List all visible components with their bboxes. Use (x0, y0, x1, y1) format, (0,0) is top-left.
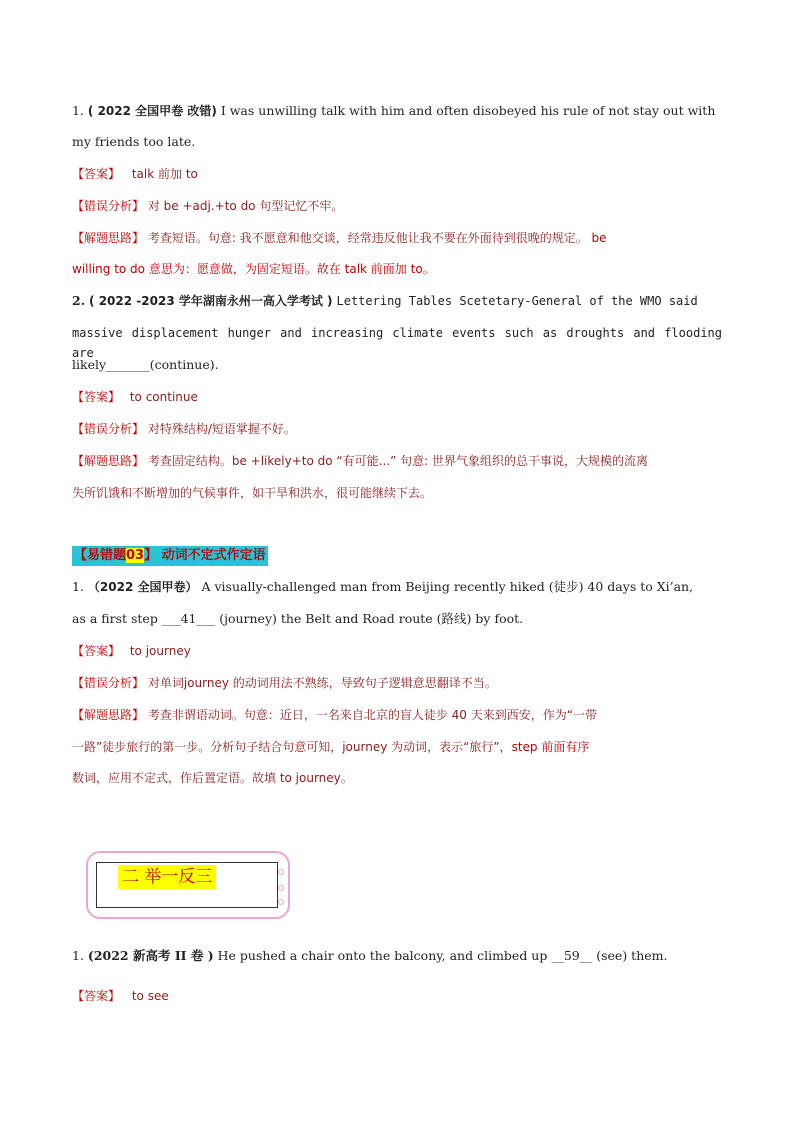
idea-label: 【解题思路】 (72, 454, 145, 468)
answer-label: 【答案】 (72, 644, 121, 658)
q1-idea-line-2 (72, 259, 722, 279)
banner-title: 二 举一反三 (118, 865, 216, 889)
q2-answer-text: to continue (129, 390, 198, 404)
q2-number: 2. (72, 293, 86, 308)
q1-error (72, 196, 722, 216)
decorative-dot-icon (278, 899, 284, 905)
q1-number: 1. (72, 103, 84, 118)
q1-answer-text: talk 前加 to (131, 167, 198, 181)
q3-number: 1. (72, 579, 84, 594)
q3-line-2 (72, 609, 722, 629)
q2-text-3b: (continue). (149, 357, 219, 372)
q3-line-1 (72, 577, 722, 597)
q3-error-text: 对单词journey 的动词用法不熟练，导致句子逻辑意思翻译不当。 (147, 676, 497, 690)
q4-text-b: (see) them. (596, 948, 668, 963)
answer-label: 【答案】 (72, 167, 121, 181)
q3-error (72, 673, 722, 693)
q2-line-2: massive displacement hunger and increasing climate events such as droughts and flooding are (72, 326, 722, 360)
q3-idea-line-3 (72, 768, 722, 788)
q3-text-2a: as a first step (72, 611, 158, 626)
q3-idea-text-2b: step 前面有序 (511, 740, 590, 754)
q2-idea-text-1: 考查固定结构。be +likely+to do “有可能...” 句意: 世界气象组织的总干事说，大规模的流离 (147, 454, 648, 468)
section-header-a: 【易错题 (74, 548, 127, 563)
error-label: 【错误分析】 (72, 422, 145, 436)
q3-idea-text-2a: 一路”徒步旅行的第一步。分析句子结合句意可知，journey 为动词，表示“旅行”， (72, 740, 512, 754)
q2-line-1 (72, 291, 722, 311)
section-header-b: 】 动词不定式作定语 (144, 548, 266, 563)
q2-idea-line-1 (72, 451, 722, 471)
q1-line-2 (72, 132, 722, 152)
q3-idea-text-3: 数词，应用不定式，作后置定语。故填 to journey。 (72, 771, 353, 785)
q3-text-2b: (journey) the Belt and Road route (路线) by foot. (219, 611, 524, 626)
decorative-dot-icon (278, 869, 284, 875)
idea-label: 【解题思路】 (72, 708, 145, 722)
error-label: 【错误分析】 (72, 199, 145, 213)
q1-line-1 (72, 101, 722, 121)
q2-idea-line-2 (72, 483, 722, 503)
q1-answer (72, 164, 722, 184)
q2-source: ( 2022 -2023 学年湖南永州一高入学考试 ) (89, 294, 333, 308)
q2-line-3 (72, 355, 722, 375)
q4-text-a: He pushed a chair onto the balcony, and climbed up (217, 948, 548, 963)
q4-answer-text: to see (131, 989, 169, 1003)
q3-idea-line-2 (72, 737, 722, 757)
answer-label: 【答案】 (72, 390, 121, 404)
section-header-num: 03 (126, 548, 145, 563)
q3-idea-text-1a: 考查非谓语动词。句意：近日，一名来自北京的盲人徒步 40 天来到西安，作为“一带 (147, 708, 597, 722)
q3-source: （2022 全国甲卷） (87, 580, 198, 594)
q2-idea-text-2: 失所饥饿和不断增加的气候事件，如干旱和洪水，很可能继续下去。 (72, 486, 433, 500)
q3-idea-line-1 (72, 705, 722, 725)
decorative-dot-icon (278, 885, 284, 891)
error-label: 【错误分析】 (72, 676, 145, 690)
q4-line-1 (72, 946, 722, 966)
q2-error-text: 对特殊结构/短语掌握不好。 (147, 422, 296, 436)
q3-blank: ___41___ (161, 611, 216, 626)
q4-blank: __59__ (551, 948, 593, 963)
q1-text-1: I was unwilling talk with him and often disobeyed his rule of not stay out with (220, 103, 716, 118)
q4-answer (72, 986, 722, 1006)
q1-idea-text-2: willing to do 意思为：愿意做，为固定短语。故在 talk 前面加 to。 (72, 262, 435, 276)
idea-label: 【解题思路】 (72, 231, 145, 245)
q2-blank: _______ (106, 357, 150, 372)
q3-text-1: A visually-challenged man from Beijing recently hiked (徒步) 40 days to Xi’an, (201, 579, 694, 594)
q1-idea-line-1 (72, 228, 722, 248)
q2-text-3a: likely (72, 357, 107, 372)
q1-source: ( 2022 全国甲卷 改错) (87, 104, 217, 118)
q1-idea-text-1a: 考查短语。句意: 我不愿意和他交谈，经常违反他让我不要在外面待到很晚的规定。 (147, 231, 588, 245)
q4-number: 1. (72, 948, 84, 963)
q2-error (72, 419, 722, 439)
q2-answer (72, 387, 722, 407)
q1-text-2: my friends too late. (72, 134, 196, 149)
section-banner (86, 851, 290, 919)
answer-label: 【答案】 (72, 989, 121, 1003)
section-header (72, 546, 268, 566)
q4-source: (2022 新高考 II 卷 ) (87, 948, 214, 963)
q2-text-1: Lettering Tables Scetetary-General of the WMO said (336, 294, 698, 308)
q3-answer-text: to journey (129, 644, 191, 658)
q1-idea-text-1b: be (591, 231, 607, 245)
q3-answer (72, 641, 722, 661)
q1-error-text: 对 be +adj.+to do 句型记忆不牢。 (147, 199, 344, 213)
